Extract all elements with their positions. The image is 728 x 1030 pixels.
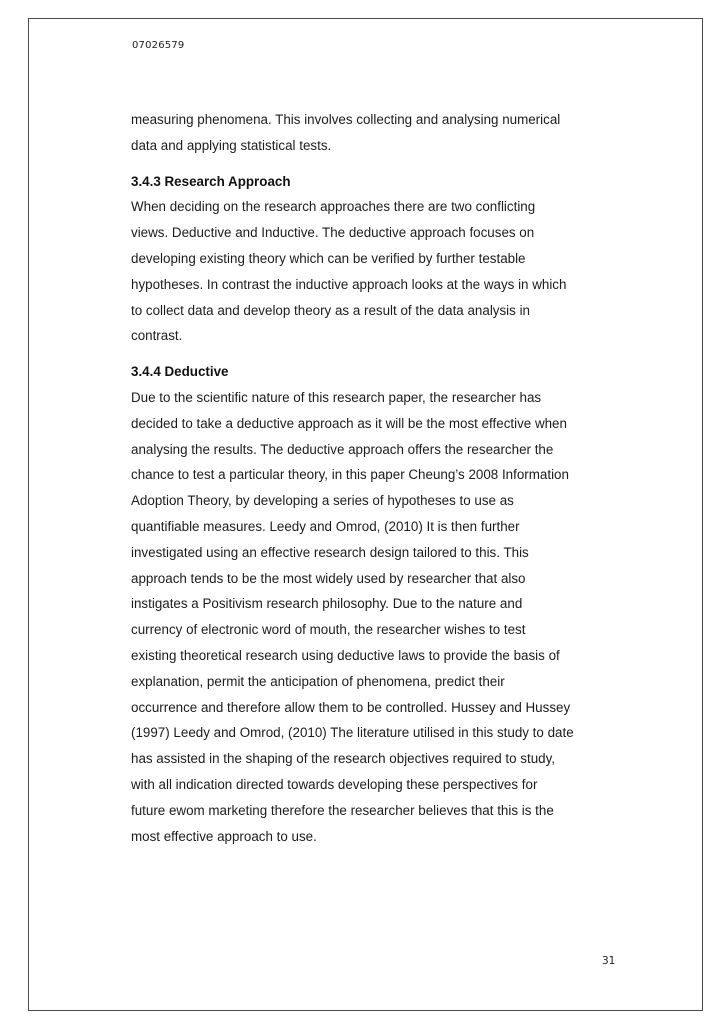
text-line: explanation, permit the anticipation of phenomena, predict their — [131, 673, 505, 689]
text-line: decided to take a deductive approach as it will be the most effective when — [131, 415, 567, 431]
text-line: Adoption Theory, by developing a series of hypotheses to use as — [131, 493, 514, 509]
text-line: investigated using an effective research design tailored to this. This — [131, 544, 529, 560]
text-line: (1997) Leedy and Omrod, (2010) The literature utilised in this study to date — [131, 725, 574, 741]
text-line: contrast. — [131, 328, 183, 344]
section-heading-research-approach: 3.4.3 Research Approach — [131, 173, 291, 189]
text-line: hypotheses. In contrast the inductive approach looks at the ways in which — [131, 276, 567, 292]
text-line: existing theoretical research using deductive laws to provide the basis of — [131, 647, 560, 663]
section-heading-deductive: 3.4.4 Deductive — [131, 364, 229, 380]
text-line: measuring phenomena. This involves collecting and analysing numerical — [131, 112, 561, 127]
page-content — [131, 107, 621, 849]
text-line: data and applying statistical tests. — [131, 137, 332, 153]
text-line: Due to the scientific nature of this research paper, the researcher has — [131, 389, 542, 405]
research-approach-paragraph — [131, 194, 621, 349]
text-line: has assisted in the shaping of the research objectives required to study, — [131, 751, 556, 767]
text-line: developing existing theory which can be verified by further testable — [131, 250, 526, 266]
text-line: instigates a Positivism research philosophy. Due to the nature and — [131, 596, 523, 612]
deductive-paragraph — [131, 385, 621, 849]
text-line: future ewom marketing therefore the researcher believes that this is the — [131, 802, 554, 818]
text-line: chance to test a particular theory, in this paper Cheung’s 2008 Information — [131, 467, 569, 483]
text-line: most effective approach to use. — [131, 828, 317, 844]
text-line: with all indication directed towards developing these perspectives for — [131, 776, 538, 792]
text-line: quantifiable measures. Leedy and Omrod, (2010) It is then further — [131, 518, 520, 534]
text-line: When deciding on the research approaches there are two conflicting — [131, 199, 536, 215]
text-line: approach tends to be the most widely used by researcher that also — [131, 570, 526, 586]
text-line: views. Deductive and Inductive. The deductive approach focuses on — [131, 225, 535, 241]
text-line: occurrence and therefore allow them to be controlled. Hussey and Hussey — [131, 699, 571, 715]
page-number: 31 — [602, 955, 616, 967]
text-line: currency of electronic word of mouth, the researcher wishes to test — [131, 622, 526, 638]
text-line: to collect data and develop theory as a result of the data analysis in — [131, 302, 530, 318]
document-id: 07026579 — [132, 40, 185, 51]
text-line: analysing the results. The deductive approach offers the researcher the — [131, 441, 554, 457]
intro-paragraph — [131, 107, 621, 159]
